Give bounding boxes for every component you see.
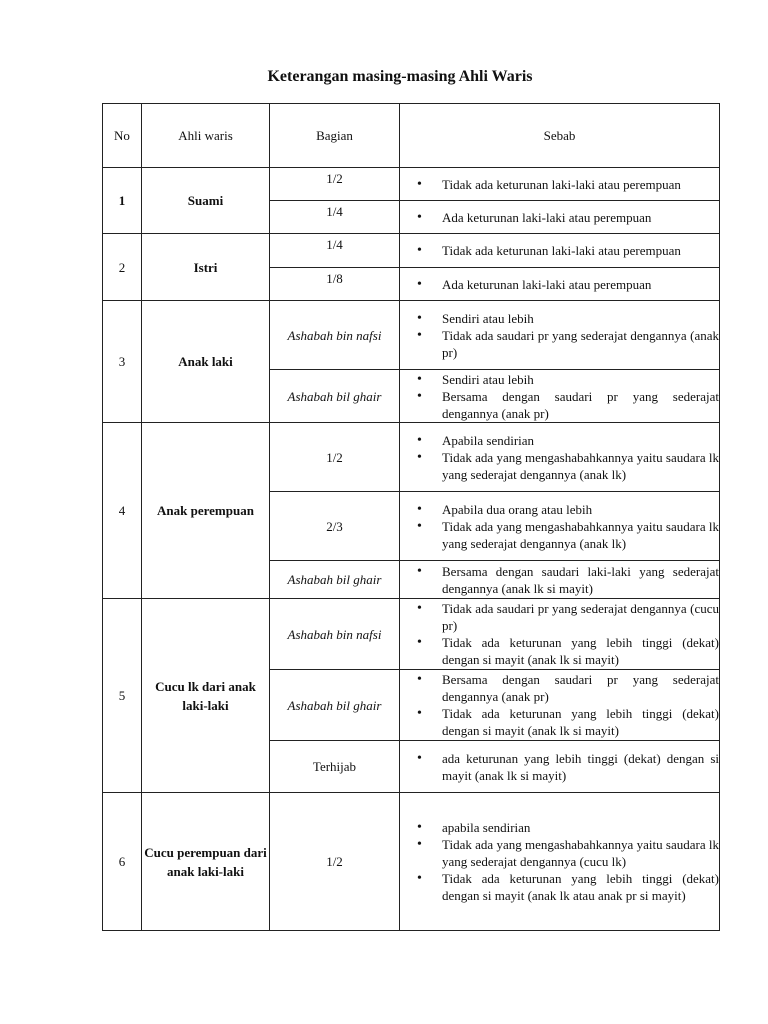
reason-item: • Tidak ada saudari pr yang sederajat dengannya (cucu pr) — [400, 600, 719, 634]
part-value: 1/2 — [270, 423, 400, 492]
reason-item: • Tidak ada keturunan yang lebih tinggi (dekat) dengan si mayit (anak lk si mayit) — [400, 705, 719, 739]
cause-cell — [400, 561, 720, 599]
part-value: 1/8 — [270, 268, 400, 301]
cause-cell — [400, 268, 720, 301]
cause-cell — [400, 168, 720, 201]
part-value: Ashabah bin nafsi — [270, 301, 400, 370]
cause-cell — [400, 234, 720, 268]
document-title: Keterangan masing-masing Ahli Waris — [267, 68, 533, 85]
cause-cell — [400, 741, 720, 793]
header-heir: Ahli waris — [142, 104, 270, 168]
cause-cell — [400, 201, 720, 234]
table-row — [103, 423, 720, 492]
part-value: Ashabah bil ghair — [270, 561, 400, 599]
cause-cell — [400, 423, 720, 492]
reason-item: • Tidak ada keturunan yang lebih tinggi (dekat) dengan si mayit (anak lk atau anak pr si mayit) — [400, 870, 719, 904]
row-number: 1 — [103, 168, 142, 234]
table-row — [103, 168, 720, 201]
reason-item: • ada keturunan yang lebih tinggi (dekat) dengan si mayit (anak lk si mayit) — [400, 750, 719, 784]
heirs-table — [102, 103, 720, 931]
part-value: Ashabah bin nafsi — [270, 599, 400, 670]
reason-item: • Tidak ada keturunan yang lebih tinggi (dekat) dengan si mayit (anak lk si mayit) — [400, 634, 719, 668]
header-cause: Sebab — [400, 104, 720, 168]
table-row — [103, 793, 720, 931]
row-number: 5 — [103, 599, 142, 793]
row-number: 6 — [103, 793, 142, 931]
part-value: 2/3 — [270, 492, 400, 561]
reason-item: • Tidak ada yang mengashabahkannya yaitu saudara lk yang sederajat dengannya (anak lk) — [400, 518, 719, 552]
part-value: Terhijab — [270, 741, 400, 793]
part-value: 1/4 — [270, 234, 400, 268]
reason-item: • Apabila dua orang atau lebih — [400, 501, 719, 518]
part-value: 1/2 — [270, 793, 400, 931]
reason-item: • Bersama dengan saudari pr yang sederajat dengannya (anak pr) — [400, 388, 719, 422]
cause-cell — [400, 599, 720, 670]
heir-name: Anak perempuan — [142, 423, 270, 599]
heir-name: Cucu lk dari anak laki-laki — [142, 599, 270, 793]
reason-item: • Tidak ada keturunan laki-laki atau perempuan — [400, 176, 719, 193]
reason-item: • Tidak ada saudari pr yang sederajat dengannya (anak pr) — [400, 327, 719, 361]
row-number: 4 — [103, 423, 142, 599]
reason-item: • Bersama dengan saudari laki-laki yang sederajat dengannya (anak lk si mayit) — [400, 563, 719, 597]
cause-cell — [400, 370, 720, 423]
reason-item: • Ada keturunan laki-laki atau perempuan — [400, 276, 719, 293]
reason-item: • Apabila sendirian — [400, 432, 719, 449]
reason-item: • Tidak ada yang mengashabahkannya yaitu saudara lk yang sederajat dengannya (cucu lk) — [400, 836, 719, 870]
cause-cell — [400, 793, 720, 931]
row-number: 2 — [103, 234, 142, 301]
row-number: 3 — [103, 301, 142, 423]
part-value: 1/4 — [270, 201, 400, 234]
table-row — [103, 301, 720, 370]
cause-cell — [400, 670, 720, 741]
header-row — [103, 104, 720, 168]
heir-name: Suami — [142, 168, 270, 234]
heir-name: Cucu perempuan dari anak laki-laki — [142, 793, 270, 931]
header-part: Bagian — [270, 104, 400, 168]
heir-name: Anak laki — [142, 301, 270, 423]
reason-item: • Bersama dengan saudari pr yang sederajat dengannya (anak pr) — [400, 671, 719, 705]
reason-item: • Sendiri atau lebih — [400, 371, 719, 388]
reason-item: • Sendiri atau lebih — [400, 310, 719, 327]
header-no: No — [103, 104, 142, 168]
heir-name: Istri — [142, 234, 270, 301]
part-value: 1/2 — [270, 168, 400, 201]
reason-item: • Tidak ada yang mengashabahkannya yaitu saudara lk yang sederajat dengannya (anak lk) — [400, 449, 719, 483]
cause-cell — [400, 492, 720, 561]
table-row — [103, 599, 720, 670]
part-value: Ashabah bil ghair — [270, 370, 400, 423]
reason-item: • Tidak ada keturunan laki-laki atau perempuan — [400, 242, 719, 259]
cause-cell — [400, 301, 720, 370]
reason-item: • Ada keturunan laki-laki atau perempuan — [400, 209, 719, 226]
part-value: Ashabah bil ghair — [270, 670, 400, 741]
reason-item: • apabila sendirian — [400, 819, 719, 836]
table-row — [103, 234, 720, 268]
